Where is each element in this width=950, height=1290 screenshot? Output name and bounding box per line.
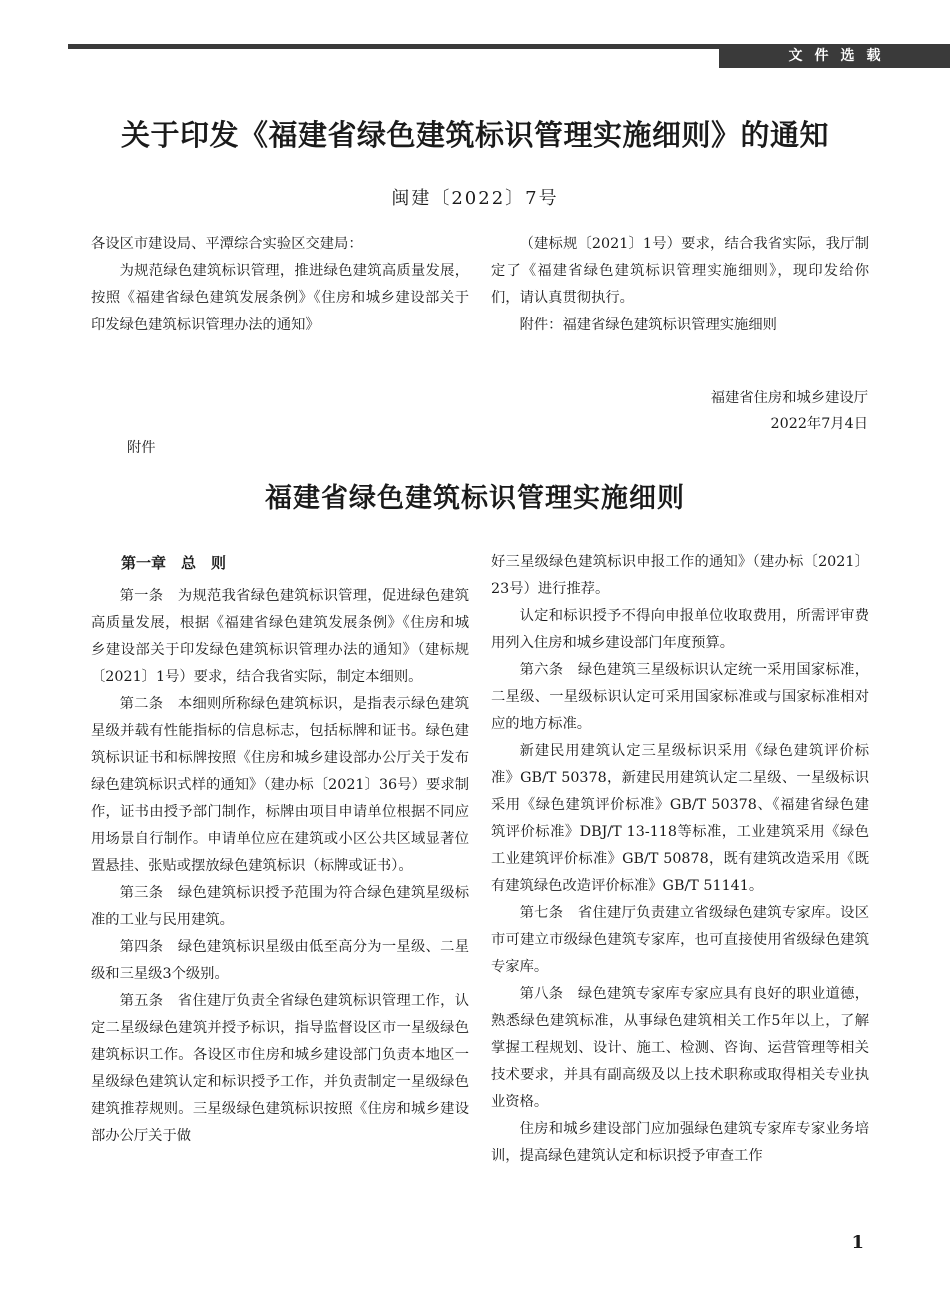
notice-title: 关于印发《福建省绿色建筑标识管理实施细则》的通知 [120,118,829,152]
notice-body-left: 为规范绿色建筑标识管理，推进绿色建筑高质量发展，按照《福建省绿色建筑发展条例》《住房和城乡建设部关于印发绿色建筑标识管理办法的通知》 [91,263,469,333]
section-tab: 文件选载 [719,44,950,68]
article-paragraph: 新建民用建筑认定三星级标识采用《绿色建筑评价标准》GB/T 50378，新建民用建筑认定二星级、一星级标识采用《绿色建筑评价标准》GB/T 50378、《福建省绿色建筑评价标准》DBJ/T 13-118等标准，工业建筑采用《绿色工业建筑评价标准》GB/T 50878，既有建筑改造采用《既有建筑绿色改造评价标准》GB/T 51141。 [491,743,869,894]
notice-left-column [91,231,469,339]
article-paragraph: 认定和标识授予不得向申报单位收取费用，所需评审费用列入住房和城乡建设部门年度预算。 [491,608,869,651]
annex-label: 附件 [127,440,156,456]
page-number: 1 [851,1232,864,1253]
article-paragraph: 第三条 绿色建筑标识授予范围为符合绿色建筑星级标准的工业与民用建筑。 [91,885,469,928]
article-paragraph: 第二条 本细则所称绿色建筑标识，是指表示绿色建筑星级并载有性能指标的信息标志，包括标牌和证书。绿色建筑标识证书和标牌按照《住房和城乡建设部办公厅关于发布绿色建筑标识式样的通知》（建办标〔2021〕36号）要求制作，证书由授予部门制作，标牌由项目申请单位根据不同应用场景自行制作。申请单位应在建筑或小区公共区域显著位置悬挂、张贴或摆放绿色建筑标识（标牌或证书）。 [91,696,469,874]
sign-date: 2022年7月4日 [770,416,868,432]
notice-body-right: （建标规〔2021〕1号）要求，结合我省实际，我厅制定了《福建省绿色建筑标识管理实施细则》，现印发给你们，请认真贯彻执行。 [491,236,869,306]
article-paragraph: 第四条 绿色建筑标识星级由低至高分为一星级、二星级和三星级3个级别。 [91,939,469,982]
article-continuation: 好三星级绿色建筑标识申报工作的通知》（建办标〔2021〕23号）进行推荐。 [491,554,869,597]
article-paragraph: 第七条 省住建厅负责建立省级绿色建筑专家库。设区市可建立市级绿色建筑专家库，也可直接使用省级绿色建筑专家库。 [491,905,869,975]
attachment-line: 附件：福建省绿色建筑标识管理实施细则 [519,317,777,333]
annex-title: 福建省绿色建筑标识管理实施细则 [265,483,685,514]
article-paragraph: 第五条 省住建厅负责全省绿色建筑标识管理工作，认定二星级绿色建筑并授予标识，指导监督设区市一星级绿色建筑标识工作。各设区市住房和城乡建设部门负责本地区一星级绿色建筑认定和标识授予工作，并负责制定一星级绿色建筑推荐规则。三星级绿色建筑标识按照《住房和城乡建设部办公厅关于做 [91,993,469,1144]
article-paragraph: 第六条 绿色建筑三星级标识认定统一采用国家标准，二星级、一星级标识认定可采用国家标准或与国家标准相对应的地方标准。 [491,662,869,732]
signer: 福建省住房和城乡建设厅 [710,390,868,406]
article-paragraph: 第一条 为规范我省绿色建筑标识管理，促进绿色建筑高质量发展，根据《福建省绿色建筑发展条例》《住房和城乡建设部关于印发绿色建筑标识管理办法的通知》（建标规〔2021〕1号）要求，结合我省实际，制定本细则。 [91,588,469,685]
annex-right-column [491,549,869,1170]
addressee: 各设区市建设局、平潭综合实验区交建局： [91,236,363,252]
notice-right-column [491,231,869,339]
article-paragraph: 第八条 绿色建筑专家库专家应具有良好的职业道德，熟悉绿色建筑标准，从事绿色建筑相关工作5年以上，了解掌握工程规划、设计、施工、检测、咨询、运营管理等相关技术要求，并具有副高级及以上技术职称或取得相关专业执业资格。 [491,986,869,1110]
annex-left-column [91,550,469,1150]
article-paragraph: 住房和城乡建设部门应加强绿色建筑专家库专家业务培训，提高绿色建筑认定和标识授予审查工作 [491,1121,869,1164]
doc-number: 闽建〔2022〕7号 [391,188,559,209]
chapter-heading: 第一章 总 则 [121,554,227,572]
